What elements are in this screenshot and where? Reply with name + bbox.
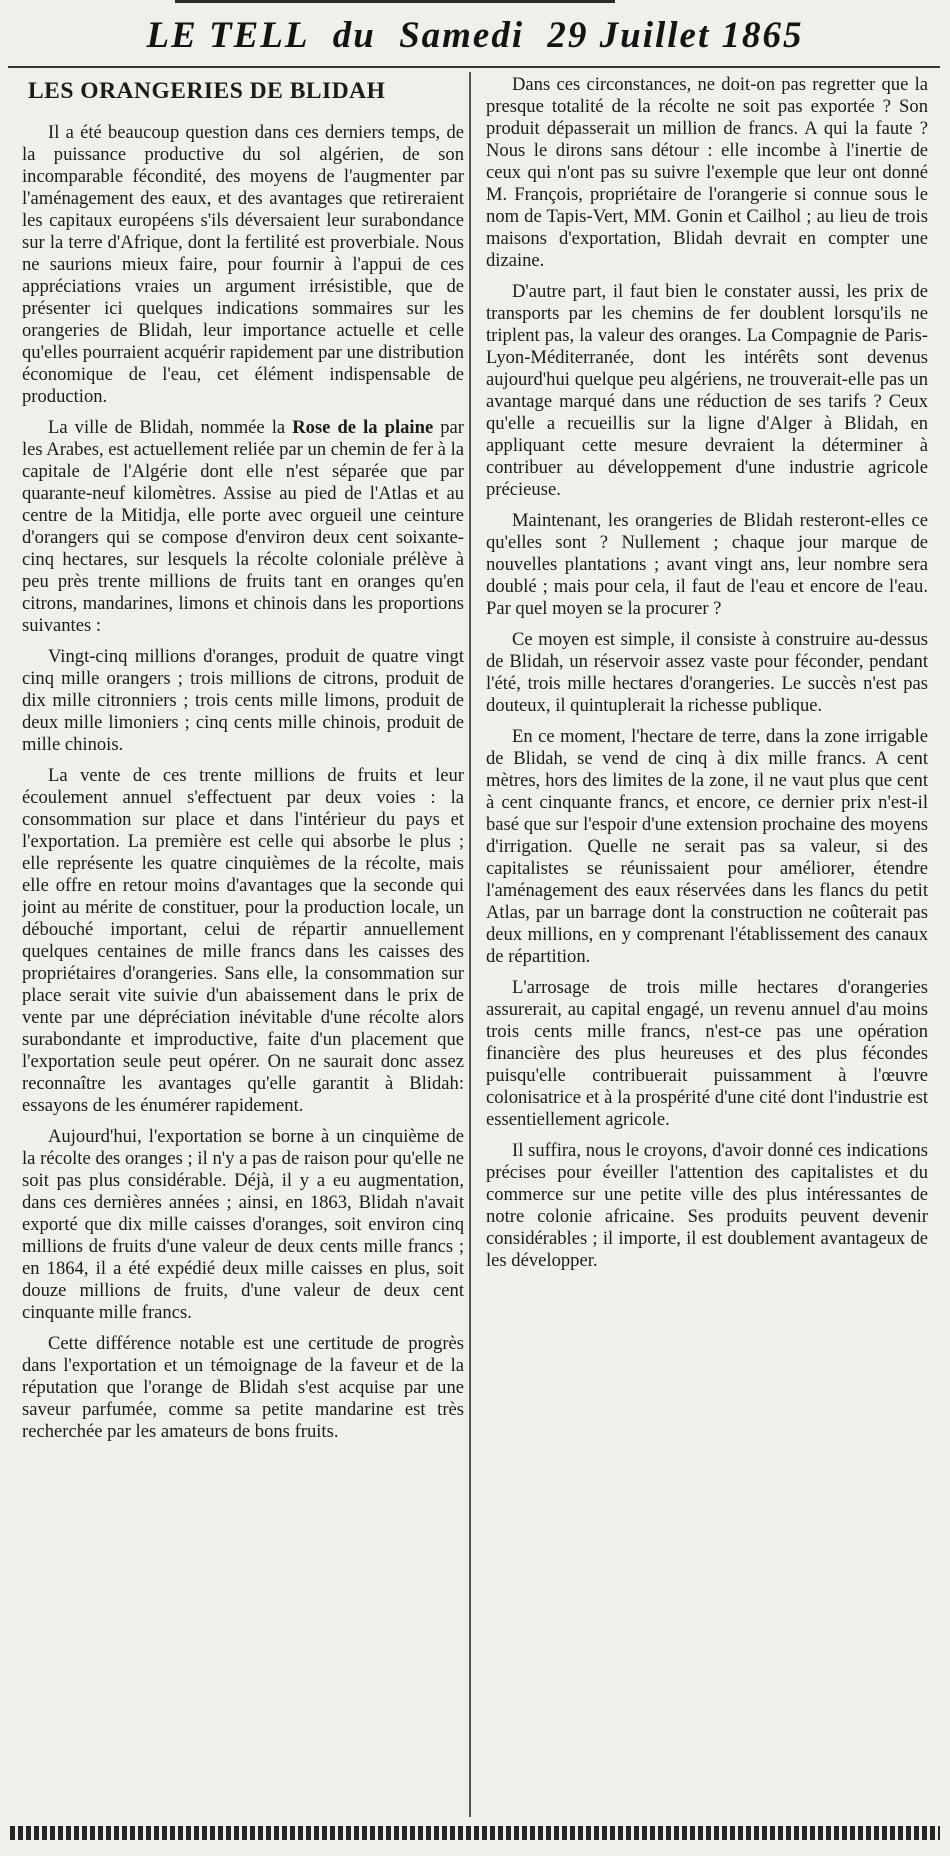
paragraph-11: En ce moment, l'hectare de terre, dans la zone irrigable de Blidah, se vend de cinq à dix mille francs. A cent mètres, hors des limites de la zone, il ne vaut plus que cent à cent cinquante francs, et encore, ce dernier prix n'est-il basé que sur l'espoir d'une extension prochaine des moyens d'irrigation. Quelle ne serait pas sa valeur, si des capitalistes se réunissaient pour améliorer, étendre l'aménagement des eaux réservées dans les flancs du petit Atlas, par un barrage dont la construction ne coûterait pas deux millions, en y comprenant l'établissement des canaux de répartition.: [486, 726, 928, 967]
masthead-rule: [8, 66, 940, 68]
paragraph-2-text-a: La ville de Blidah, nommée la: [48, 417, 293, 438]
paragraph-1: Il a été beaucoup question dans ces derniers temps, de la puissance productive du sol algérien, de son incomparable fécondité, des moyens de l'augmenter par l'aménagement des eaux, et des avantages que retireraient les capitaux européens s'ils déversaient leur surabondance sur la terre d'Afrique, dont la fertilité est proverbiale. Nous ne saurions mieux faire, pour fournir à l'appui de ces appréciations vraies un argument irrésistible, que de présenter ici quelques indications sommaires sur les orangeries de Blidah, leur importance actuelle et celle qu'elles pourraient acquérir rapidement par une distribution économique de l'eau, cet élément indispensable de production.: [22, 122, 464, 407]
masthead-du: du: [332, 15, 376, 56]
paragraph-2: [22, 417, 464, 637]
paragraph-2-bold: Rose de la plaine: [292, 417, 434, 438]
column-left: [22, 74, 464, 1814]
paragraph-9: Maintenant, les orangeries de Blidah resteront-elles ce qu'elles sont ? Nullement ; chaque jour marque de nouvelles plantations ; avant vingt ans, leur nombre sera doublé ; mais pour cela, il faut de l'eau et encore de l'eau. Par quel moyen se la procurer ?: [486, 510, 928, 619]
bottom-border: [10, 1826, 940, 1840]
paragraph-13: Il suffira, nous le croyons, d'avoir donné ces indications précises pour éveiller l'attention des capitalistes et du commerce sur une petite ville des plus intéressantes de notre colonie africaine. Ses produits peuvent devenir considérables ; il importe, il est doublement avantageux de les développer.: [486, 1140, 928, 1271]
paragraph-5: Aujourd'hui, l'exportation se borne à un cinquième de la récolte des oranges ; il n'y a pas de raison pour qu'elle ne soit pas plus considérable. Déjà, il y a eu augmentation, dans ces dernières années ; ainsi, en 1863, Blidah n'avait exporté que dix mille caisses d'oranges, soit environ cinq millions de fruits d'une valeur de deux cents mille francs ; en 1864, il a été expédié deux mille caisses en plus, soit douze millions de fruits, d'une valeur de deux cent cinquante mille francs.: [22, 1126, 464, 1323]
column-divider: [469, 72, 471, 1817]
article-title: LES ORANGERIES DE BLIDAH: [28, 78, 386, 104]
masthead-paper: LE TELL: [146, 15, 310, 56]
column-right: [486, 74, 928, 1814]
paragraph-3: Vingt-cinq millions d'oranges, produit de quatre vingt cinq mille orangers ; trois millions de citrons, produit de dix mille citronniers ; trois cents mille limons, produit de deux mille limoniers ; cinq cents mille chinois, produit de mille chinois.: [22, 646, 464, 755]
masthead-date: 29 Juillet 1865: [547, 15, 804, 56]
paragraph-10: Ce moyen est simple, il consiste à construire au-dessus de Blidah, un réservoir assez vaste pour féconder, pendant l'été, trois mille hectares d'orangeries. Le succès n'est pas douteux, il quintuplerait la richesse publique.: [486, 629, 928, 716]
paragraph-8: D'autre part, il faut bien le constater aussi, les prix de transports par les chemins de fer doublent lorsqu'ils ne triplent pas, la valeur des oranges. La Compagnie de Paris-Lyon-Méditerranée, dont les intérêts sont devenus aujourd'hui quelque peu algériens, ne trouverait-elle pas un avantage marqué dans une réduction de ses tarifs ? Ceux qu'elle a recueillis sur la ligne d'Alger à Blidah, en appliquant cette mesure devraient la déterminer à contribuer au développement d'une industrie agricole précieuse.: [486, 281, 928, 500]
top-rule: [175, 0, 615, 3]
paragraph-7: Dans ces circonstances, ne doit-on pas regretter que la presque totalité de la récolte ne soit pas exportée ? Son produit dépasserait un million de francs. A qui la faute ? Nous le dirons sans détour : elle incombe à l'inertie de ceux qui n'ont pas su suivre l'exemple que leur ont donné M. François, propriétaire de l'orangerie si connue sous le nom de Tapis-Vert, MM. Gonin et Cailhol ; au lieu de trois maisons d'exportation, Blidah devrait en compter une dizaine.: [486, 74, 928, 271]
paragraph-12: L'arrosage de trois mille hectares d'orangeries assurerait, au capital engagé, un revenu annuel d'au moins trois cents mille francs, n'est-ce pas une opération financière des plus heureuses et des plus fécondes puisqu'elle contribuerait puissamment à l'œuvre colonisatrice et à la prospérité d'une cité dont l'industrie est essentiellement agricole.: [486, 977, 928, 1130]
paragraph-6: Cette différence notable est une certitude de progrès dans l'exportation et un témoignage de la faveur et de la réputation que l'orange de Blidah s'est acquise par une saveur parfumée, comme sa petite mandarine est très recherchée par les amateurs de bons fruits.: [22, 1333, 464, 1442]
paragraph-4: La vente de ces trente millions de fruits et leur écoulement annuel s'effectuent par deux voies : la consommation sur place et dans l'intérieur du pays et l'exportation. La première est celle qui absorbe le plus ; elle représente les quatre cinquièmes de la récolte, mais elle offre en retour moins d'avantages que la seconde qui joint au mérite de constituer, pour la production locale, un débouché important, celui de répartir annuellement quelques centaines de mille francs dans les caisses des propriétaires d'orangeries. Sans elle, la consommation sur place serait vite suivie d'un abaissement dans le prix de vente par une dépréciation inévitable d'une récolte alors surabondante et improductive, faite d'un placement que l'exportation seule peut opérer. On ne saurait donc assez reconnaître les avantages qu'elle garantit à Blidah: essayons de les énumérer rapidement.: [22, 765, 464, 1116]
masthead: [0, 14, 950, 57]
masthead-day: Samedi: [399, 15, 525, 56]
paragraph-2-text-c: par les Arabes, est actuellement reliée par un chemin de fer à la capitale de l'Algérie dont elle n'est séparée que par quarante-neuf kilomètres. Assise au pied de l'Atlas et au centre de la Mitidja, elle porte avec orgueil une ceinture d'orangers qui se compose d'environ deux cent soixante-cinq hectares, sur lesquels la récolte coloniale prélève à peu près trente millions de fruits tant en oranges qu'en citrons, mandarines, limons et chinois dans les proportions suivantes :: [22, 417, 464, 636]
